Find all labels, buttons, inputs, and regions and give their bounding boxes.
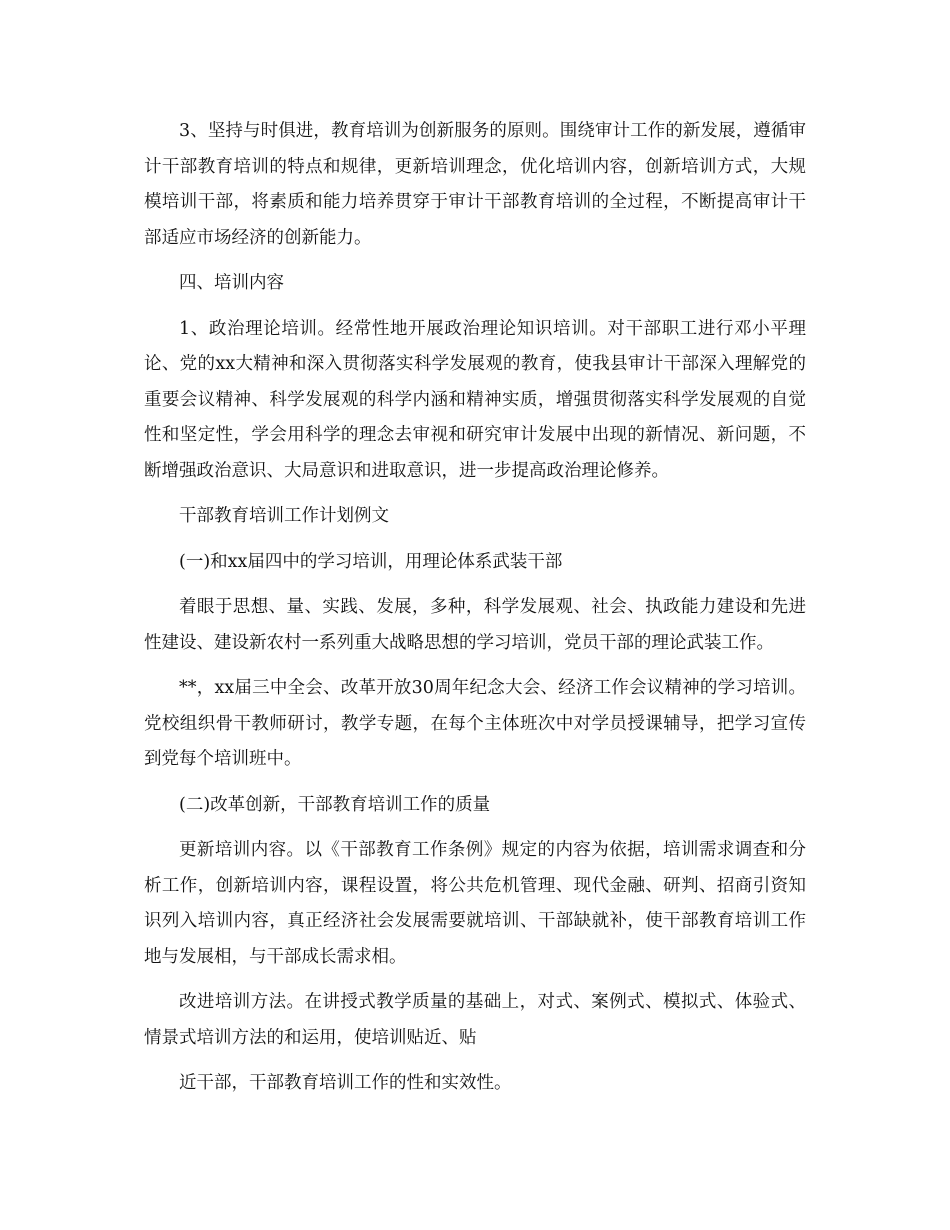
paragraph-update-content: 更新培训内容。以《干部教育工作条例》规定的内容为依据，培训需求调查和分析工作，创新培训内容，课程设置，将公共危机管理、现代金融、研判、招商引资知识列入培训内容，真正经济社会发展需要就培训、干部缺就补，使干部教育培训工作地与发展相，与干部成长需求相。: [144, 840, 806, 967]
paragraph-closing: 近干部，干部教育培训工作的性和实效性。: [179, 1073, 512, 1093]
document-body: [144, 114, 806, 1112]
paragraph-plenary: **，xx届三中全会、改革开放30周年纪念大会、经济工作会议精神的学习培训。党校组织骨干教师研讨，教学专题，在每个主体班次中对学员授课辅导，把学习宣传到党每个培训班中。: [144, 678, 806, 769]
section-heading-training-content: 四、培训内容: [179, 273, 284, 293]
paragraph-improve-methods: 改进培训方法。在讲授式教学质量的基础上，对式、案例式、模拟式、体验式、情景式培训方法的和运用，使培训贴近、贴: [144, 992, 806, 1048]
paragraph-principle-3: 3、坚持与时俱进，教育培训为创新服务的原则。围绕审计工作的新发展，遵循审计干部教育培训的特点和规律，更新培训理念，优化培训内容，创新培训方式，大规模培训干部，将素质和能力培养贯穿于审计干部教育培训的全过程，不断提高审计干部适应市场经济的创新能力。: [144, 121, 806, 248]
subheading-one: (一)和xx届四中的学习培训，用理论体系武装干部: [179, 551, 563, 572]
subheading-two: (二)改革创新，干部教育培训工作的质量: [179, 794, 491, 815]
paragraph-focus: 着眼于思想、量、实践、发展，多种，科学发展观、社会、执政能力建设和先进性建设、建设新农村一系列重大战略思想的学习培训，党员干部的理论武装工作。: [144, 597, 806, 653]
section-heading-plan-example: 干部教育培训工作计划例文: [179, 506, 389, 526]
paragraph-political-theory: 1、政治理论培训。经常性地开展政治理论知识培训。对干部职工进行邓小平理论、党的xx大精神和深入贯彻落实科学发展观的教育，使我县审计干部深入理解党的重要会议精神、科学发展观的科学内涵和精神实质，增强贯彻落实科学发展观的自觉性和坚定性，学会用科学的理念去审视和研究审计发展中出现的新情况、新问题，不断增强政治意识、大局意识和进取意识，进一步提高政治理论修养。: [144, 318, 806, 481]
